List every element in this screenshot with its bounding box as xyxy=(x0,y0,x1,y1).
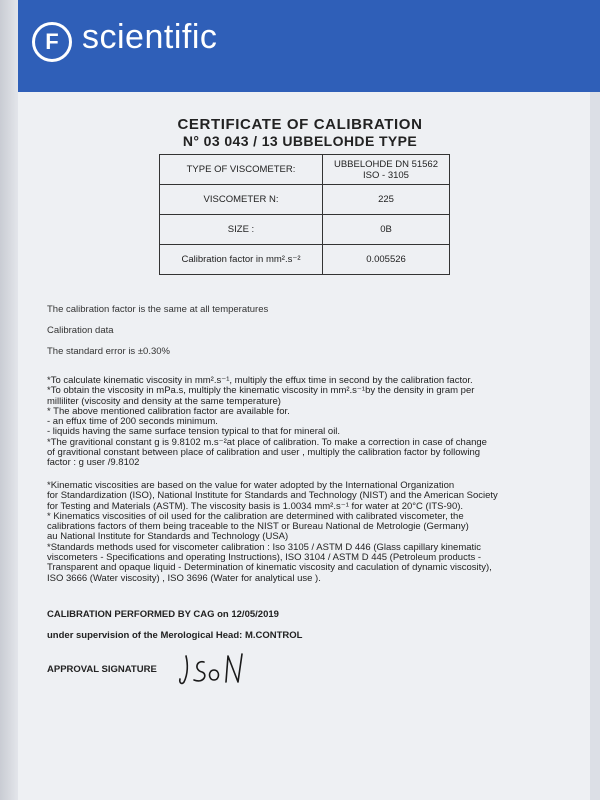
text-line: au National Institute for Standards and Technology (USA) xyxy=(47,531,289,543)
note-same-temp: The calibration factor is the same at all temperatures xyxy=(47,304,269,315)
text-line: *The gravitional constant g is 9.8102 m.s⁻²at place of calibration. To make a correction in case of change xyxy=(47,436,487,448)
table-label: TYPE OF VISCOMETER: xyxy=(160,155,323,185)
table-row xyxy=(160,245,450,275)
table-value xyxy=(323,155,450,185)
calibration-performed: CALIBRATION PERFORMED BY CAG on 12/05/2019 xyxy=(47,609,279,620)
supervision-note: under supervision of the Merological Head: M.CONTROL xyxy=(47,630,303,641)
text-line: *To calculate kinematic viscosity in mm².s⁻¹, multiply the effux time in second by the calibration factor. xyxy=(47,375,473,386)
table-row xyxy=(160,215,450,245)
text-line: of gravitional constant between place of calibration and user , multiply the calibration factor by following xyxy=(47,447,481,459)
calibration-table xyxy=(159,154,450,275)
note-standard-error: The standard error is ±0.30% xyxy=(47,346,170,357)
table-value-line: UBBELOHDE DN 51562 xyxy=(333,158,439,170)
certificate-title: CERTIFICATE OF CALIBRATION xyxy=(177,116,423,133)
text-line: ISO 3666 (Water viscosity) , ISO 3696 (Water for analytical use ). xyxy=(47,572,321,584)
text-line: - liquids having the same surface tension typical to that for mineral oil. xyxy=(47,426,341,438)
note-calibration-data: Calibration data xyxy=(47,325,114,336)
text-line: for Testing and Materials (ASTM). The viscosity basis is 1.0034 mm².s⁻¹ for water at 20°C (ITS-90). xyxy=(47,500,464,512)
table-label: VISCOMETER N: xyxy=(160,185,323,215)
text-line: * The above mentioned calibration factor are available for. xyxy=(47,405,290,417)
standards-paragraph xyxy=(47,481,587,584)
text-line: *Kinematic viscosities are based on the value for water adopted by the International Organization xyxy=(47,480,455,491)
text-line: *To obtain the viscosity in mPa.s, multiply the kinematic viscosity in mm².s⁻¹by the density in gram per xyxy=(47,385,475,397)
text-line: * Kinematics viscosities of oil used for the calibration are determined with calibrated viscometer, the xyxy=(47,510,464,522)
table-value: 0B xyxy=(323,215,450,245)
text-line: - an effux time of 200 seconds minimum. xyxy=(47,416,218,428)
brand-name: scientific xyxy=(82,18,218,56)
text-line: calibrations factors of them being traceable to the NIST or Bureau National de Metrologie (Germany) xyxy=(47,521,469,533)
text-line: factor : g user /9.8102 xyxy=(47,457,140,469)
text-line: for Standardization (ISO), National Institute for Standards and Technology (NIST) and the American Society xyxy=(47,490,498,502)
table-row xyxy=(160,185,450,215)
text-line: viscometers - Specifications and operating Instructions), ISO 3104 / ASTM D 445 (Petroleum products - xyxy=(47,552,482,564)
table-label: Calibration factor in mm².s⁻² xyxy=(160,245,323,275)
certificate-subtitle: N° 03 043 / 13 UBBELOHDE TYPE xyxy=(182,133,418,149)
table-row xyxy=(160,155,450,185)
signature-icon xyxy=(178,650,248,690)
table-value: 0.005526 xyxy=(323,245,450,275)
approval-label: APPROVAL SIGNATURE xyxy=(47,664,157,675)
table-value-line: ISO - 3105 xyxy=(363,169,409,181)
header-banner xyxy=(0,0,600,92)
text-line: *Standards methods used for viscometer calibration : Iso 3105 / ASTM D 446 (Glass capillary kinematic xyxy=(47,541,482,553)
table-value: 225 xyxy=(323,185,450,215)
instructions-paragraph xyxy=(47,376,587,469)
text-line: milliliter (viscosity and density at the same temperature) xyxy=(47,395,281,407)
table-label: SIZE : xyxy=(160,215,323,245)
text-line: Transparent and opaque liquid - Determination of kinematic viscosity and caculation of dynamic viscosity), xyxy=(47,562,492,574)
brand-logo: F xyxy=(32,22,72,62)
